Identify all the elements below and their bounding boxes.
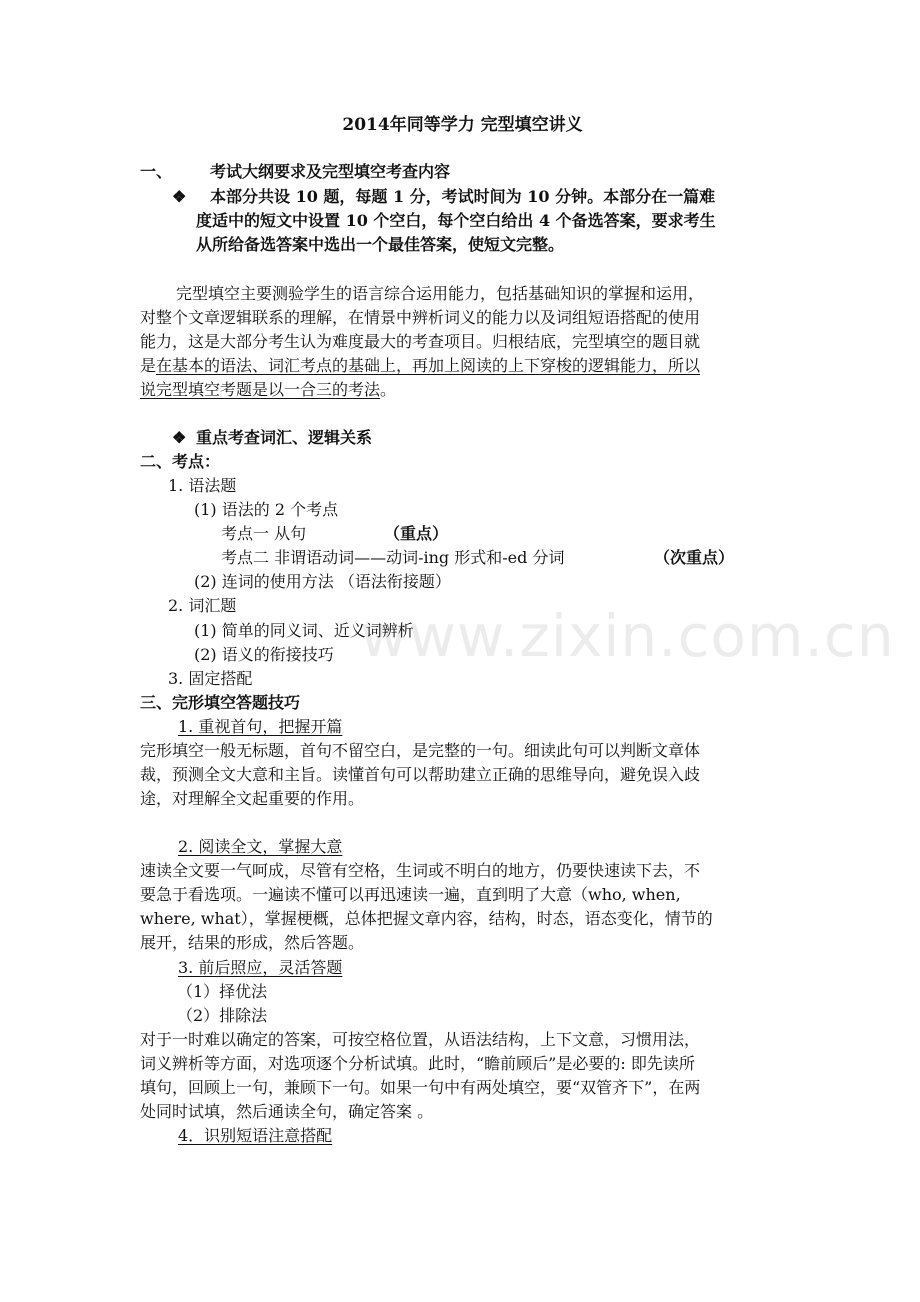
bullet-line: 度适中的短文中设置 10 个空白，每个空白给出 4 个备选答案，要求考生 [196, 211, 716, 230]
paragraph-line: 要急于看选项。一遍读不懂可以再迅速读一遍，直到明了大意（who, when, [140, 885, 681, 904]
diamond-bullet-icon: ❖ [172, 428, 187, 447]
technique-2-heading: 2. 阅读全文，掌握大意 [178, 837, 343, 856]
paragraph-line: 展开，结果的形成，然后答题。 [140, 933, 365, 952]
paragraph-line: 填句，回顾上一句，兼顾下一句。如果一句中有两处填空，要“双管齐下”，在两 [140, 1078, 701, 1097]
list-subitem: (2) 语义的衔接技巧 [194, 645, 334, 664]
page-title: 2014年同等学力 完型填空讲义 [342, 115, 583, 135]
diamond-bullet-icon: ❖ [172, 187, 187, 206]
paragraph-line: 完型填空主要测验学生的语言综合运用能力，包括基础知识的掌握和运用， [176, 284, 705, 303]
paragraph-line: 途，对理解全文起重要的作用。 [140, 789, 365, 808]
section1-number: 一、 [140, 162, 173, 181]
paragraph-text: 。 [380, 380, 397, 399]
paragraph-line: 处同时试填，然后通读全句，确定答案 。 [140, 1102, 434, 1121]
section1-heading: 考试大纲要求及完型填空考查内容 [210, 162, 451, 181]
watermark: www.zixin.com.cn [360, 602, 895, 670]
paragraph-line: 完形填空一般无标题，首句不留空白，是完整的一句。细读此句可以判断文章体 [140, 741, 701, 760]
exam-point-2: 考点二 非谓语动词——动词-ing 形式和-ed 分词 [221, 548, 565, 567]
section3-heading: 三、完形填空答题技巧 [140, 693, 301, 712]
underlined-text: 说完型填空考题是以一合三的考法 [140, 380, 381, 399]
paragraph-line: 能力，这是大部分考生认为难度最大的考查项目。归根结底，完型填空的题目就 [140, 332, 701, 351]
paragraph-line: 速读全文要一气呵成，尽管有空格，生词或不明白的地方，仍要快速读下去，不 [140, 861, 701, 880]
list-item: 2. 词汇题 [168, 596, 237, 615]
method-item: （1）择优法 [177, 982, 268, 1001]
list-item: 3. 固定搭配 [168, 669, 253, 688]
paragraph-text: 是 [140, 356, 157, 375]
list-item: 1. 语法题 [168, 476, 237, 495]
list-subitem: (1) 简单的同义词、近义词辨析 [194, 621, 414, 640]
focus-heading: 重点考查词汇、逻辑关系 [196, 428, 373, 447]
technique-3-heading: 3. 前后照应，灵活答题 [178, 958, 343, 977]
list-subitem: (2) 连词的使用方法 （语法衔接题） [194, 572, 451, 591]
underlined-text: 在基本的语法、词汇考点的基础上，再加上阅读的上下穿梭的逻辑能力，所以 [156, 356, 701, 375]
paragraph-line: 对于一时难以确定的答案，可按空格位置，从语法结构，上下文意，习惯用法， [140, 1030, 701, 1049]
exam-point-1: 考点一 从句 [221, 524, 307, 543]
technique-4-heading: 4．识别短语注意搭配 [178, 1126, 333, 1145]
bullet-line: 从所给备选答案中选出一个最佳答案，使短文完整。 [196, 235, 565, 254]
section2-heading: 二、考点： [140, 452, 221, 471]
exam-point-2-tag: （次重点） [654, 548, 735, 567]
paragraph-line: where, what），掌握梗概，总体把握文章内容，结构，时态，语态变化，情节的 [140, 909, 713, 928]
method-item: （2）排除法 [177, 1006, 268, 1025]
technique-1-heading: 1. 重视首句，把握开篇 [178, 717, 343, 736]
paragraph-line [140, 354, 700, 378]
paragraph-line [140, 378, 396, 402]
paragraph-line: 词义辨析等方面，对选项逐个分析试填。此时，“瞻前顾后”是必要的: 即先读所 [140, 1054, 695, 1073]
paragraph-line: 对整个文章逻辑联系的理解，在情景中辨析词义的能力以及词组短语搭配的使用 [140, 308, 701, 327]
list-subitem: (1) 语法的 2 个考点 [194, 500, 339, 519]
bullet-line: 本部分共设 10 题，每题 1 分，考试时间为 10 分钟。本部分在一篇难 [210, 187, 716, 206]
exam-point-1-tag: （重点） [384, 524, 449, 543]
paragraph-line: 裁，预测全文大意和主旨。读懂首句可以帮助建立正确的思维导向，避免误入歧 [140, 765, 701, 784]
